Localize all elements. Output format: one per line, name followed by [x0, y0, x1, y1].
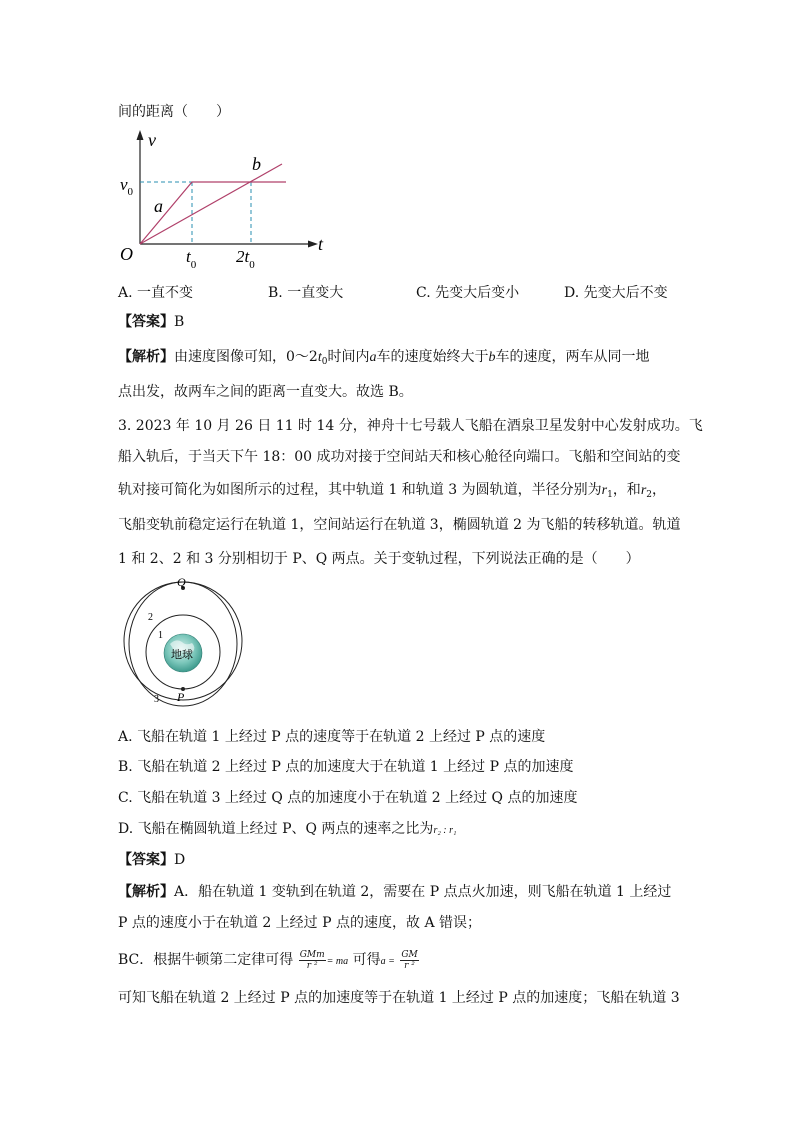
- t0-label: $t_0$: [186, 247, 197, 271]
- v0-label: $v_0$: [120, 175, 134, 198]
- q3-stem-line-3: [118, 480, 666, 505]
- analysis-text: 由速度图像可知，0～2: [174, 349, 318, 365]
- analysis-label: 【解析】: [118, 349, 174, 365]
- analysis-text: BC．根据牛顿第二定律可得: [118, 952, 294, 968]
- q3-stem-line-2: 船入轨后，于当天下午 18：00 成功对接于空间站天和核心舱径向端口。飞船和空间站的变: [118, 449, 681, 465]
- point-p-label: P: [177, 690, 185, 704]
- q2-analysis-line-1: [118, 347, 649, 372]
- choice-a[interactable]: A. 一直不变: [118, 285, 194, 301]
- orbit-3-label: 3: [154, 694, 159, 705]
- formula-a: a =: [380, 956, 395, 967]
- choice-d[interactable]: D. 先变大后不变: [564, 285, 668, 301]
- q3-analysis-line-1: [118, 882, 671, 902]
- q2-stem-tail: 间的距离（ ）: [118, 104, 230, 120]
- 2t0-label: $2t_0$: [236, 247, 255, 271]
- stem-text: ，和: [612, 482, 641, 498]
- q3-analysis-line-2: P 点的速度小于在轨道 2 上经过 P 点的速度，故 A 错误；: [118, 915, 482, 931]
- line-a-label: a: [154, 196, 163, 216]
- q3-stem-line-1: 3. 2023 年 10 月 26 日 11 时 14 分，神舟十七号载人飞船在酒泉卫星发射中心发射成功。飞: [118, 418, 703, 434]
- q3-orbit-figure: [118, 574, 254, 710]
- q2-answer: [118, 312, 184, 332]
- sub: 1: [607, 490, 613, 500]
- formula-eq: = ma: [326, 956, 349, 967]
- choice-d-ratio: r₂ : r₁: [433, 825, 457, 836]
- analysis-var-a: a: [369, 350, 377, 365]
- stem-text: ，: [652, 482, 666, 498]
- analysis-text: 时间内: [327, 349, 370, 365]
- var-r2: r: [640, 483, 647, 498]
- analysis-text: 车的速度，两车从同一地: [495, 349, 650, 365]
- x-axis-arrow: [308, 241, 318, 248]
- q3-answer: [118, 850, 185, 870]
- orbit-1-label: 1: [158, 630, 163, 641]
- answer-value: B: [174, 314, 185, 330]
- q3-choice-c[interactable]: C. 飞船在轨道 3 上经过 Q 点的加速度小于在轨道 2 上经过 Q 点的加速度: [118, 790, 578, 806]
- q3-choice-a[interactable]: A. 飞船在轨道 1 上经过 P 点的速度等于在轨道 2 上经过 P 点的速度: [118, 729, 546, 745]
- choice-d-text: D. 飞船在椭圆轨道上经过 P、Q 两点的速率之比为: [118, 821, 434, 837]
- q3-choice-b[interactable]: B. 飞船在轨道 2 上经过 P 点的加速度大于在轨道 1 上经过 P 点的加速度: [118, 759, 574, 775]
- answer-label: 【答案】: [118, 314, 174, 330]
- answer-label: 【答案】: [118, 852, 174, 868]
- analysis-var-b: b: [488, 350, 496, 365]
- q3-analysis-line-3: [118, 948, 420, 974]
- analysis-var-t: t: [317, 350, 322, 365]
- origin-label: O: [120, 244, 133, 264]
- q3-stem-line-5: 1 和 2、2 和 3 分别相切于 P、Q 两点。关于变轨过程，下列说法正确的是（ ）: [118, 551, 640, 567]
- analysis-text: 车的速度始终大于: [376, 349, 489, 365]
- q3-stem-line-4: 飞船变轨前稳定运行在轨道 1，空间站运行在轨道 3，椭圆轨道 2 为飞船的转移轨道。轨道: [118, 517, 681, 533]
- formula-gm-over-r2: $\frac{GM}{\text{r ²}}$: [401, 949, 418, 971]
- y-axis-arrow: [137, 130, 144, 140]
- earth-label: 地球: [171, 649, 193, 661]
- q3-choice-d[interactable]: [118, 819, 457, 841]
- choice-c[interactable]: C. 先变大后变小: [416, 285, 520, 301]
- sub: 2: [646, 490, 652, 500]
- y-axis-label: v: [148, 130, 156, 150]
- analysis-label: 【解析】: [118, 884, 174, 900]
- choice-b[interactable]: B. 一直变大: [268, 285, 344, 301]
- stem-text: 轨对接可简化为如图所示的过程，其中轨道 1 和轨道 3 为圆轨道，半径分别为: [118, 482, 602, 498]
- answer-value: D: [174, 852, 186, 868]
- var-r1: r: [601, 483, 608, 498]
- line-b-label: b: [252, 154, 261, 174]
- q3-analysis-line-4: 可知飞船在轨道 2 上经过 P 点的加速度等于在轨道 1 上经过 P 点的加速度；飞船在轨道 3: [118, 990, 680, 1006]
- x-axis-label: t: [318, 234, 324, 254]
- q2-vt-graph: [112, 126, 342, 272]
- analysis-text: A．船在轨道 1 变轨到在轨道 2，需要在 P 点点火加速，则飞船在轨道 1 上经过: [174, 884, 672, 900]
- point-q-label: Q: [177, 575, 186, 589]
- analysis-text: 可得: [352, 952, 381, 968]
- analysis-sub: 0: [321, 357, 328, 367]
- q2-analysis-line-2: 点出发，故两车之间的距离一直变大。故选 B。: [118, 384, 413, 400]
- orbit-2-label: 2: [148, 612, 153, 623]
- formula-gmm-over-r2: $\frac{\text{GMm}}{\text{r ²}}$: [299, 949, 325, 971]
